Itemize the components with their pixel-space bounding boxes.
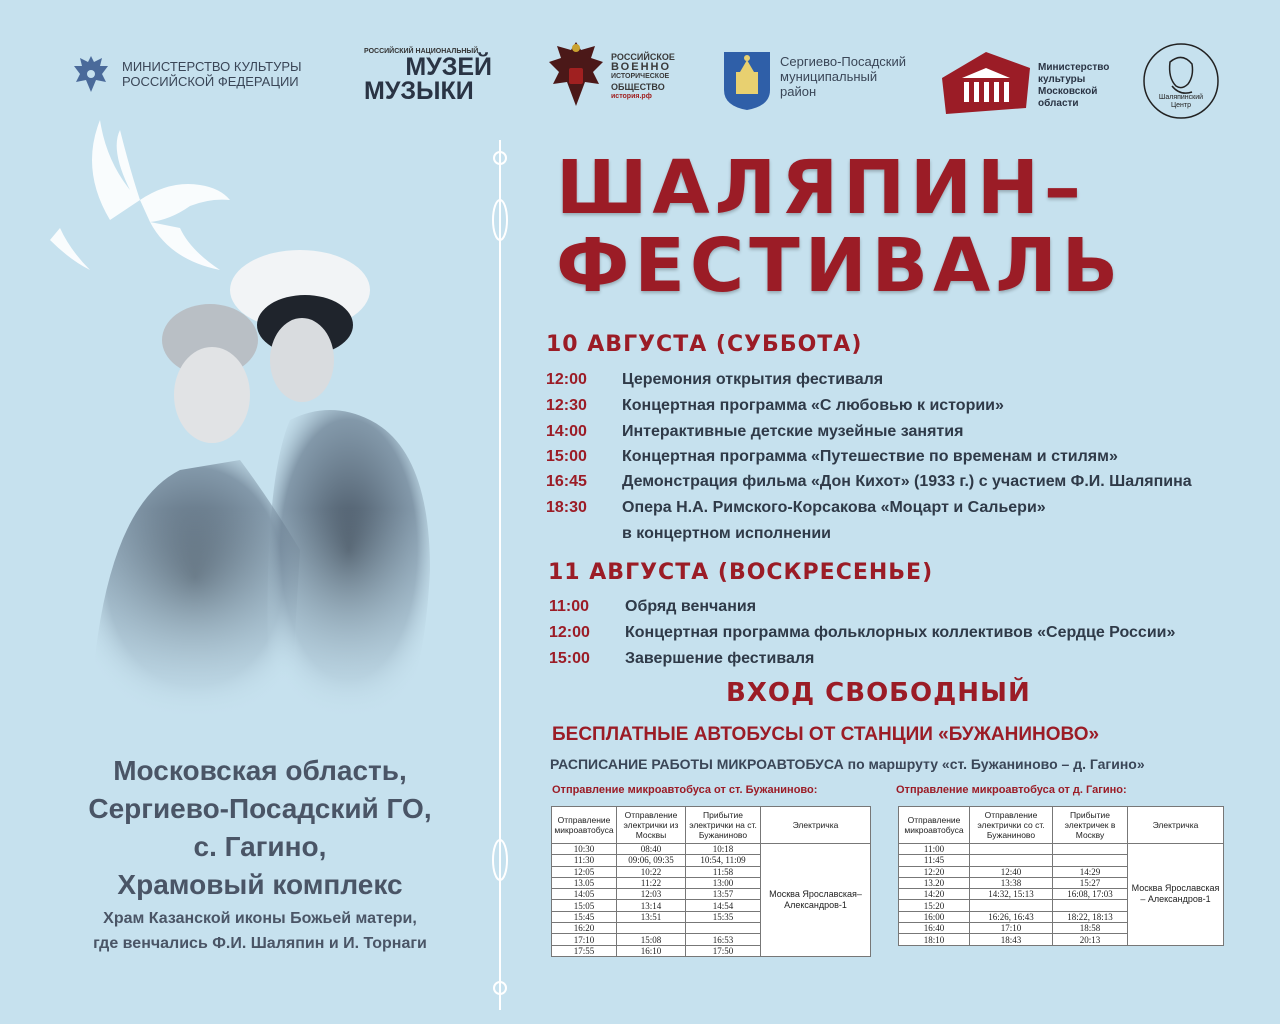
day2-event — [549, 624, 1175, 642]
cell: 11:22 — [617, 877, 686, 888]
event-time: 12:30 — [546, 397, 587, 414]
event-time: 15:00 — [546, 448, 587, 465]
cell: 17:50 — [686, 945, 761, 956]
table1-title: Отправление микроавтобуса от ст. Бужаниново: — [552, 784, 818, 796]
eagle-crest-icon — [545, 40, 607, 110]
address-sub2: где венчались Ф.И. Шаляпин и И. Торнаги — [93, 935, 427, 952]
cell: 10:18 — [686, 844, 761, 855]
cell: 10:22 — [617, 866, 686, 877]
cell: 18:58 — [1053, 923, 1128, 934]
cell: 13.05 — [552, 877, 617, 888]
cell: 13:14 — [617, 900, 686, 911]
event-time: 12:00 — [549, 624, 590, 641]
museum-line2: МУЗЫКИ — [364, 77, 474, 105]
cell: 10:30 — [552, 844, 617, 855]
event-time: 14:00 — [546, 423, 587, 440]
event-text: Завершение фестиваля — [625, 650, 815, 667]
address-line2: Сергиево-Посадский ГО, — [88, 793, 432, 824]
cell: 15:08 — [617, 934, 686, 945]
museum-line1: МУЗЕЙ — [405, 53, 492, 81]
table-row — [552, 844, 871, 855]
rvio-line-2: ВОЕННО — [611, 61, 672, 73]
cell: 16:20 — [552, 923, 617, 934]
cell — [1053, 844, 1128, 855]
decorative-divider — [485, 140, 515, 1010]
cell — [970, 855, 1053, 866]
event-text: Концертная программа фольклорных коллективов «Сердце России» — [625, 624, 1176, 641]
cell: 14:54 — [686, 900, 761, 911]
rvio-line-4: ОБЩЕСТВО — [611, 82, 665, 92]
ministry-mo-line4: области — [1038, 98, 1079, 109]
day1-event — [546, 473, 1192, 491]
cell: 16:53 — [686, 934, 761, 945]
free-buses-heading: БЕСПЛАТНЫЕ АВТОБУСЫ ОТ СТАНЦИИ «БУЖАНИНОВО» — [552, 724, 1100, 745]
event-text: Обряд венчания — [625, 598, 757, 615]
logo-ministry-rf — [70, 52, 330, 96]
logo-rvio — [545, 40, 695, 112]
cell — [970, 844, 1053, 855]
table-header-row — [552, 807, 871, 844]
event-text: Церемония открытия фестиваля — [622, 371, 884, 388]
table-row — [899, 844, 1224, 855]
address-line1: Московская область, — [113, 755, 407, 786]
table2-title: Отправление микроавтобуса от д. Гагино: — [896, 784, 1127, 796]
cell: 14:05 — [552, 889, 617, 900]
col-header: Отправление электрички со ст. Бужаниново — [970, 807, 1053, 844]
ministry-mo-line1: Министерство — [1038, 62, 1110, 73]
cell: 15:05 — [552, 900, 617, 911]
rvio-site: история.рф — [611, 93, 652, 100]
couple-photo — [70, 250, 490, 720]
cell: 14:32, 15:13 — [970, 889, 1053, 900]
day2-heading: 11 АВГУСТА (ВОСКРЕСЕНЬЕ) — [548, 560, 934, 585]
event-time: 12:00 — [546, 371, 587, 388]
schedule-table-from-gagino — [898, 806, 1224, 946]
event-text: Демонстрация фильма «Дон Кихот» (1933 г.) с участием Ф.И. Шаляпина — [622, 473, 1192, 490]
train-cell: Москва Ярославская – Александров-1 — [1128, 844, 1224, 946]
cell: 17:55 — [552, 945, 617, 956]
cell: 11:30 — [552, 855, 617, 866]
address-line4: Храмовый комплекс — [117, 869, 403, 900]
chaliapin-line2: Центр — [1170, 102, 1192, 109]
cell: 18:22, 18:13 — [1053, 911, 1128, 922]
cell: 12:20 — [899, 866, 970, 877]
festival-title-line2: ФЕСТИВАЛЬ — [556, 223, 1124, 309]
event-text: Концертная программа «С любовью к истории» — [622, 397, 1004, 414]
cell: 09:06, 09:35 — [617, 855, 686, 866]
col-header: Прибытие электрички на ст. Бужаниново — [686, 807, 761, 844]
cell: 08:40 — [617, 844, 686, 855]
address-sub1: Храм Казанской иконы Божьей матери, — [103, 910, 417, 927]
museum-small-label: РОССИЙСКИЙ НАЦИОНАЛЬНЫЙ — [364, 48, 479, 55]
cell: 16:08, 17:03 — [1053, 889, 1128, 900]
cell: 15:45 — [552, 911, 617, 922]
day2-event — [549, 598, 756, 616]
ministry-rf-line2: РОССИЙСКОЙ ФЕДЕРАЦИИ — [122, 74, 299, 89]
ministry-mo-line2: культуры — [1038, 74, 1086, 85]
schedule-table-from-buzhaninovo — [551, 806, 871, 957]
cell: 16:10 — [617, 945, 686, 956]
day1-event — [546, 397, 1004, 415]
logo-museum-music — [364, 48, 504, 108]
cell: 20:13 — [1053, 934, 1128, 945]
cell — [617, 923, 686, 934]
cell: 15:35 — [686, 911, 761, 922]
rvio-line-1: РОССИЙСКОЕ — [611, 52, 675, 62]
cell: 14:29 — [1053, 866, 1128, 877]
col-header: Электричка — [1128, 807, 1224, 844]
cell: 13:38 — [970, 877, 1053, 888]
cell: 17:10 — [970, 923, 1053, 934]
ministry-mo-line3: Московской — [1038, 86, 1098, 97]
col-header: Электричка — [761, 807, 871, 844]
town-crest-icon — [722, 50, 772, 112]
cell: 13:51 — [617, 911, 686, 922]
day1-heading: 10 АВГУСТА (СУББОТА) — [546, 332, 863, 357]
cell: 13:00 — [686, 877, 761, 888]
cell: 10:54, 11:09 — [686, 855, 761, 866]
event-text: Опера Н.А. Римского-Корсакова «Моцарт и Сальери» — [622, 499, 1046, 516]
event-time: 11:00 — [549, 598, 590, 615]
cell: 11:00 — [899, 844, 970, 855]
cell: 18:10 — [899, 934, 970, 945]
cell: 13:57 — [686, 889, 761, 900]
cell: 12:03 — [617, 889, 686, 900]
table-header-row — [899, 807, 1224, 844]
festival-title-line1: ШАЛЯПИН– — [556, 145, 1086, 231]
cell — [1053, 900, 1128, 911]
train-cell: Москва Ярославская– Александров-1 — [761, 844, 871, 957]
route-rest: по маршруту «ст. Бужаниново – д. Гагино» — [843, 756, 1145, 772]
double-headed-eagle-icon — [70, 52, 112, 96]
rvio-line-3: ИСТОРИЧЕСКОЕ — [611, 73, 670, 80]
cell — [686, 923, 761, 934]
cell: 11:45 — [899, 855, 970, 866]
col-header: Отправление электрички из Москвы — [617, 807, 686, 844]
columns-building-icon — [940, 48, 1032, 116]
cell: 15:20 — [899, 900, 970, 911]
cell: 15:27 — [1053, 877, 1128, 888]
event-time: 18:30 — [546, 499, 587, 516]
route-bold: РАСПИСАНИЕ РАБОТЫ МИКРОАВТОБУСА — [550, 756, 844, 772]
event-time: 16:45 — [546, 473, 587, 490]
route-info — [550, 756, 1145, 772]
logo-sergiev-posad — [722, 50, 922, 114]
cell: 14:20 — [899, 889, 970, 900]
logo-chaliapin-center — [1142, 42, 1220, 120]
logo-ministry-mo — [940, 48, 1110, 118]
event-text: Интерактивные детские музейные занятия — [622, 423, 964, 440]
day1-event — [546, 423, 963, 441]
cell: 13.20 — [899, 877, 970, 888]
col-header: Отправление микроавтобуса — [899, 807, 970, 844]
col-header: Прибытие электричек в Москву — [1053, 807, 1128, 844]
cell: 17:10 — [552, 934, 617, 945]
day2-event — [549, 650, 814, 668]
sergiev-line3: район — [780, 84, 817, 99]
cell: 12:40 — [970, 866, 1053, 877]
col-header: Отправление микроавтобуса — [552, 807, 617, 844]
chaliapin-line1: Шаляпинский — [1158, 94, 1204, 101]
address-line3: с. Гагино, — [193, 831, 327, 862]
event-text: Концертная программа «Путешествие по временам и стилям» — [622, 448, 1118, 465]
free-entry-heading: ВХОД СВОБОДНЫЙ — [726, 678, 1031, 708]
venue-address — [40, 752, 480, 956]
cell: 16:26, 16:43 — [970, 911, 1053, 922]
cell — [970, 900, 1053, 911]
event-time: 15:00 — [549, 650, 590, 667]
cell: 11:58 — [686, 866, 761, 877]
day1-event — [546, 499, 1046, 517]
cell — [1053, 855, 1128, 866]
day1-event — [546, 371, 883, 389]
cell: 16:00 — [899, 911, 970, 922]
ministry-rf-line1: МИНИСТЕРСТВО КУЛЬТУРЫ — [122, 59, 302, 74]
sergiev-line1: Сергиево-Посадский — [780, 54, 907, 69]
day1-event-continuation: в концертном исполнении — [622, 525, 831, 542]
sergiev-line2: муниципальный — [780, 69, 878, 84]
day1-event — [546, 448, 1118, 466]
cell: 12:05 — [552, 866, 617, 877]
cell: 18:43 — [970, 934, 1053, 945]
cell: 16:40 — [899, 923, 970, 934]
